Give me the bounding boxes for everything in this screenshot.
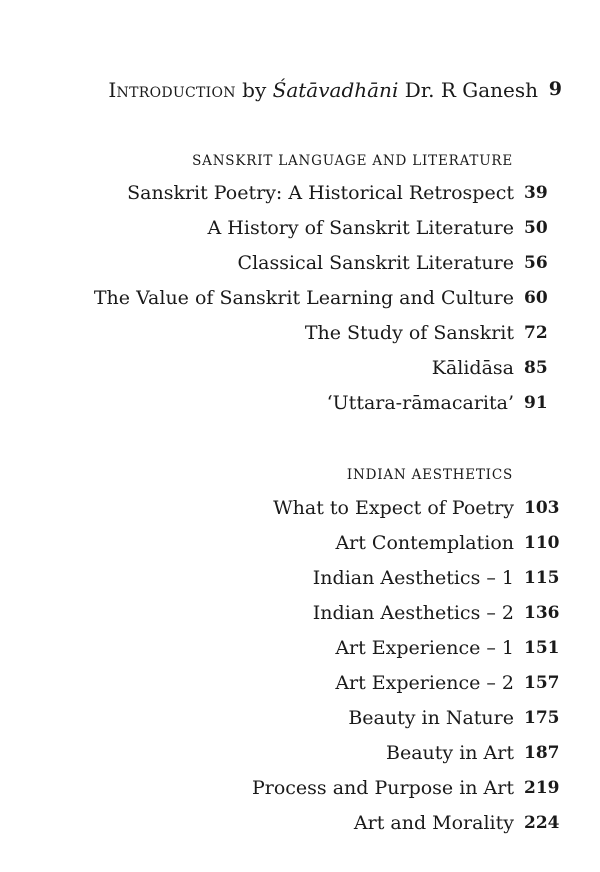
entry-title: Art Experience – 1 bbox=[335, 637, 514, 659]
toc-entry bbox=[0, 742, 600, 772]
entry-page-number: 50 bbox=[524, 218, 548, 238]
entry-page-number: 136 bbox=[524, 603, 560, 623]
toc-entry bbox=[0, 777, 600, 807]
entry-page-number: 151 bbox=[524, 638, 560, 658]
toc-entry bbox=[0, 497, 600, 527]
toc-entry bbox=[0, 287, 600, 317]
toc-entry bbox=[0, 532, 600, 562]
entry-page-number: 85 bbox=[524, 358, 548, 378]
entry-title: Indian Aesthetics – 2 bbox=[312, 602, 514, 624]
entry-title: Beauty in Nature bbox=[348, 707, 514, 729]
entry-page-number: 219 bbox=[524, 778, 560, 798]
entry-title: What to Expect of Poetry bbox=[273, 497, 514, 519]
entry-page-number: 72 bbox=[524, 323, 548, 343]
toc-entry bbox=[0, 392, 600, 422]
toc-entry bbox=[0, 182, 600, 212]
section-heading: INDIAN AESTHETICS bbox=[346, 467, 513, 483]
intro-page-number: 9 bbox=[548, 78, 562, 100]
entry-page-number: 91 bbox=[524, 393, 548, 413]
toc-entry bbox=[0, 567, 600, 597]
entry-title: Art Experience – 2 bbox=[335, 672, 514, 694]
intro-author-title: Śatāvadhāni bbox=[272, 78, 399, 102]
entry-title: Classical Sanskrit Literature bbox=[237, 252, 514, 274]
toc-intro-entry bbox=[0, 78, 562, 102]
entry-page-number: 56 bbox=[524, 253, 548, 273]
entry-title: A History of Sanskrit Literature bbox=[207, 217, 514, 239]
entry-page-number: 157 bbox=[524, 673, 560, 693]
entry-page-number: 224 bbox=[524, 813, 560, 833]
section-heading: SANSKRIT LANGUAGE AND LITERATURE bbox=[192, 153, 513, 169]
entry-title: The Value of Sanskrit Learning and Culture bbox=[93, 287, 514, 309]
toc-entry bbox=[0, 357, 600, 387]
entry-page-number: 175 bbox=[524, 708, 560, 728]
entry-title: The Study of Sanskrit bbox=[304, 322, 514, 344]
entry-title: Kālidāsa bbox=[431, 357, 514, 379]
toc-entry bbox=[0, 812, 600, 842]
toc-entry bbox=[0, 672, 600, 702]
entry-page-number: 110 bbox=[524, 533, 560, 553]
toc-entry bbox=[0, 707, 600, 737]
entry-title: Art and Morality bbox=[353, 812, 514, 834]
entry-title: Indian Aesthetics – 1 bbox=[312, 567, 514, 589]
entry-page-number: 39 bbox=[524, 183, 548, 203]
entry-page-number: 187 bbox=[524, 743, 560, 763]
entry-page-number: 103 bbox=[524, 498, 560, 518]
toc-entry bbox=[0, 252, 600, 282]
entry-title: Sanskrit Poetry: A Historical Retrospect bbox=[127, 182, 514, 204]
entry-title: Process and Purpose in Art bbox=[251, 777, 514, 799]
entry-page-number: 60 bbox=[524, 288, 548, 308]
intro-by: by bbox=[235, 78, 273, 102]
entry-title: Beauty in Art bbox=[386, 742, 514, 764]
intro-label: Introduction bbox=[108, 78, 236, 102]
toc-entry bbox=[0, 602, 600, 632]
intro-author-name: Dr. R Ganesh bbox=[398, 78, 538, 102]
toc-entry bbox=[0, 322, 600, 352]
toc-entry bbox=[0, 637, 600, 667]
toc-entry bbox=[0, 217, 600, 247]
entry-title: ‘Uttara-rāmacarita’ bbox=[326, 392, 514, 414]
entry-title: Art Contemplation bbox=[335, 532, 514, 554]
entry-page-number: 115 bbox=[524, 568, 560, 588]
